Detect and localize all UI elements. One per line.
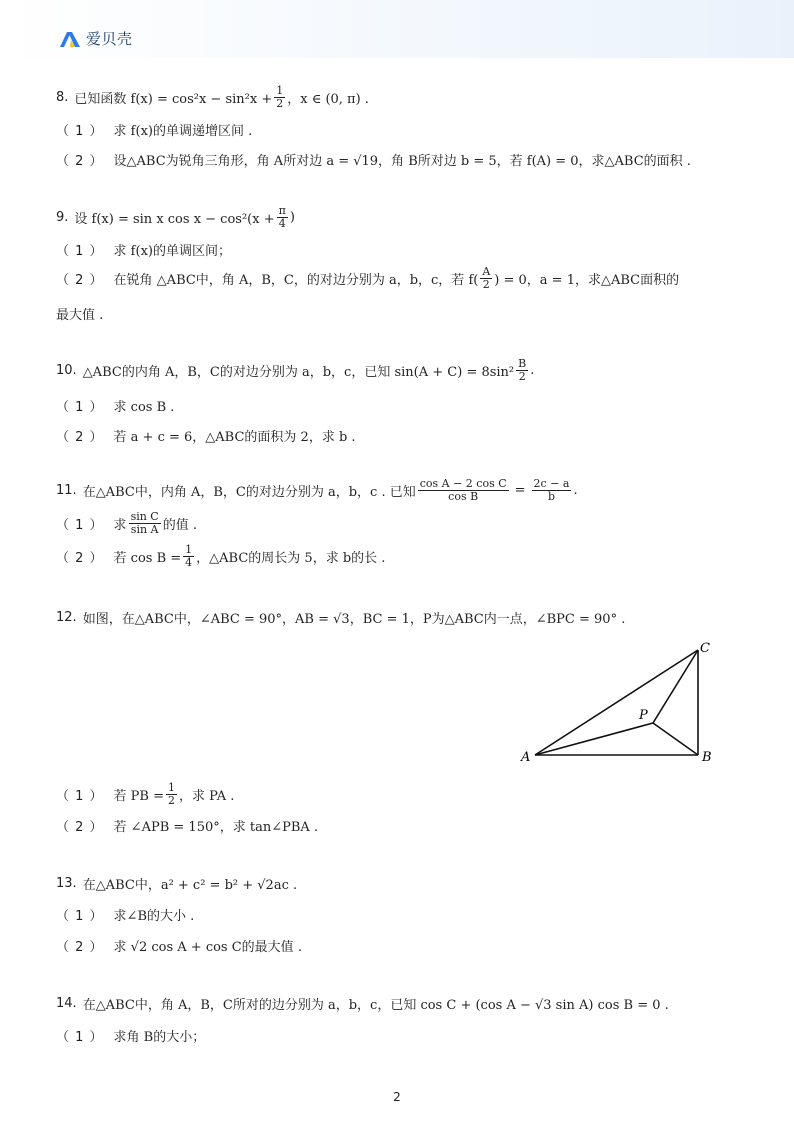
part-text: 求 f(x)的单调区间； xyxy=(113,244,231,259)
part-text: 最大值 . xyxy=(56,308,104,323)
question-number: 11. xyxy=(56,483,77,499)
fraction-numerator: A xyxy=(482,265,491,278)
q12-stem: 如图，在△ABC中，∠ABC = 90°，AB = √3，BC = 1，P为△ABC内一点，∠BPC = 90° . xyxy=(82,612,626,627)
fraction-denominator: 2 xyxy=(518,370,526,384)
triangle-figure xyxy=(515,640,725,770)
q10-stem-b: . xyxy=(530,363,535,379)
question-11-part-2 xyxy=(56,544,385,569)
part-label: （ 2 ） xyxy=(56,154,104,169)
part-text: 的值 . xyxy=(162,518,197,534)
segment-ap xyxy=(535,723,653,755)
question-14-part-1 xyxy=(56,1026,205,1045)
part-text: 若 a + c = 6，△ABC的面积为 2，求 b . xyxy=(113,430,356,445)
logo xyxy=(58,28,133,49)
segment-ac xyxy=(535,650,698,755)
segment-pb xyxy=(653,723,698,755)
fraction-denominator: b xyxy=(547,490,556,504)
q8-stem-a: 已知函数 f(x) = cos²x − sin²x + xyxy=(74,92,273,108)
fraction-numerator: 2c − a xyxy=(533,477,570,490)
question-8-part-1 xyxy=(56,120,252,139)
q11-part-2-fraction xyxy=(183,544,194,569)
fraction-numerator: 1 xyxy=(276,84,284,97)
question-10-part-1 xyxy=(56,396,174,415)
question-number: 12. xyxy=(56,610,77,625)
fraction-denominator: 4 xyxy=(278,217,286,231)
part-text: 求角 B的大小； xyxy=(113,1030,206,1045)
q10-fraction xyxy=(516,358,528,383)
part-text: 求 xyxy=(113,518,127,534)
q9-stem-a: 设 f(x) = sin x cos x − cos²(x + xyxy=(74,212,275,228)
q11-fraction-right xyxy=(532,478,572,503)
fraction-numerator: B xyxy=(518,357,527,370)
equals-sign: = xyxy=(514,483,526,499)
question-9-part-2 xyxy=(56,266,679,291)
fraction-numerator: 1 xyxy=(185,543,193,556)
fraction-numerator: π xyxy=(278,204,286,217)
question-13-stem xyxy=(56,874,297,893)
part-text: 若 PB = xyxy=(113,789,165,805)
logo-text: 爱贝壳 xyxy=(86,30,133,48)
fraction-denominator: cos B xyxy=(448,490,479,504)
part-label: （ 1 ） xyxy=(56,789,104,805)
question-number: 9. xyxy=(56,210,69,226)
segment-pc xyxy=(653,650,698,723)
question-9-part-2-continued xyxy=(56,304,103,323)
q11-stem-a: 在△ABC中，内角 A，B，C的对边分别为 a，b，c . 已知 xyxy=(82,485,416,501)
fraction-numerator: 1 xyxy=(168,781,176,794)
fraction-numerator: cos A − 2 cos C xyxy=(419,477,507,490)
part-label: （ 2 ） xyxy=(56,430,104,445)
question-number: 13. xyxy=(56,876,77,891)
part-text: 若 cos B = xyxy=(113,551,182,567)
q8-stem-b: ，x ∈ (0, π) . xyxy=(287,92,369,108)
question-number: 8. xyxy=(56,90,69,106)
q10-stem-a: △ABC的内角 A，B，C的对边分别为 a，b，c，已知 sin(A + C) = 8sin² xyxy=(82,365,515,381)
part-text: ，求 PA . xyxy=(179,789,235,805)
fraction-numerator: sin C xyxy=(130,510,159,523)
q13-stem: 在△ABC中，a² + c² = b² + √2ac . xyxy=(82,878,298,893)
fraction-denominator: 4 xyxy=(185,556,193,570)
question-number: 10. xyxy=(56,363,77,379)
page-number: 2 xyxy=(393,1090,401,1104)
part-text: 若 ∠APB = 150°，求 tan∠PBA . xyxy=(113,820,319,835)
part-label: （ 1 ） xyxy=(56,124,104,139)
question-number: 14. xyxy=(56,996,77,1011)
logo-icon xyxy=(58,30,82,48)
question-11-part-1 xyxy=(56,511,197,536)
part-label: （ 1 ） xyxy=(56,909,104,924)
fraction-denominator: 2 xyxy=(168,794,176,808)
question-13-part-1 xyxy=(56,905,194,924)
question-10-part-2 xyxy=(56,426,356,445)
part-label: （ 1 ） xyxy=(56,244,104,259)
question-9-stem xyxy=(56,205,295,230)
part-text: 设△ABC为锐角三角形，角 A所对边 a = √19，角 B所对边 b = 5，若 f(A) = 0，求△ABC的面积 . xyxy=(113,154,691,169)
part-label: （ 2 ） xyxy=(56,940,104,955)
fraction-denominator: sin A xyxy=(130,523,159,537)
part-label: （ 2 ） xyxy=(56,273,104,289)
part-label: （ 1 ） xyxy=(56,400,104,415)
question-12-part-2 xyxy=(56,816,318,835)
part-label: （ 2 ） xyxy=(56,551,104,567)
part-text: ，△ABC的周长为 5，求 b的长 . xyxy=(196,551,386,567)
question-12-stem xyxy=(56,608,625,627)
q11-part-1-fraction xyxy=(129,511,161,536)
part-text: ) = 0，a = 1，求△ABC面积的 xyxy=(494,273,680,289)
q11-stem-b: . xyxy=(573,483,578,499)
question-10-stem xyxy=(56,358,534,383)
q12-part-1-fraction xyxy=(166,782,177,807)
q9-fraction xyxy=(277,205,288,230)
q9-part-2-fraction xyxy=(480,266,492,291)
q11-fraction-left xyxy=(418,478,509,503)
fraction-denominator: 2 xyxy=(482,278,490,292)
part-text: 在锐角 △ABC中，角 A，B，C，的对边分别为 a，b，c，若 f( xyxy=(113,273,479,289)
fraction-denominator: 2 xyxy=(276,97,284,111)
q9-stem-b: ) xyxy=(289,210,295,226)
part-text: 求 cos B . xyxy=(113,400,175,415)
part-label: （ 1 ） xyxy=(56,1030,104,1045)
part-text: 求 √2 cos A + cos C的最大值 . xyxy=(113,940,302,955)
part-label: （ 2 ） xyxy=(56,820,104,835)
question-8-stem xyxy=(56,85,369,110)
label-b: B xyxy=(702,750,712,765)
part-text: 求 f(x)的单调递增区间 . xyxy=(113,124,253,139)
label-a: A xyxy=(521,750,531,765)
question-12-part-1 xyxy=(56,782,234,807)
q8-fraction xyxy=(274,85,285,110)
question-11-stem xyxy=(56,478,578,503)
label-c: C xyxy=(700,641,710,656)
question-9-part-1 xyxy=(56,240,231,259)
question-14-stem xyxy=(56,994,669,1013)
q14-stem: 在△ABC中，角 A，B，C所对的边分别为 a，b，c，已知 cos C + (cos A − √3 sin A) cos B = 0 . xyxy=(82,998,669,1013)
question-13-part-2 xyxy=(56,936,302,955)
part-text: 求∠B的大小 . xyxy=(113,909,195,924)
label-p: P xyxy=(639,708,648,723)
part-label: （ 1 ） xyxy=(56,518,104,534)
question-8-part-2 xyxy=(56,150,691,169)
